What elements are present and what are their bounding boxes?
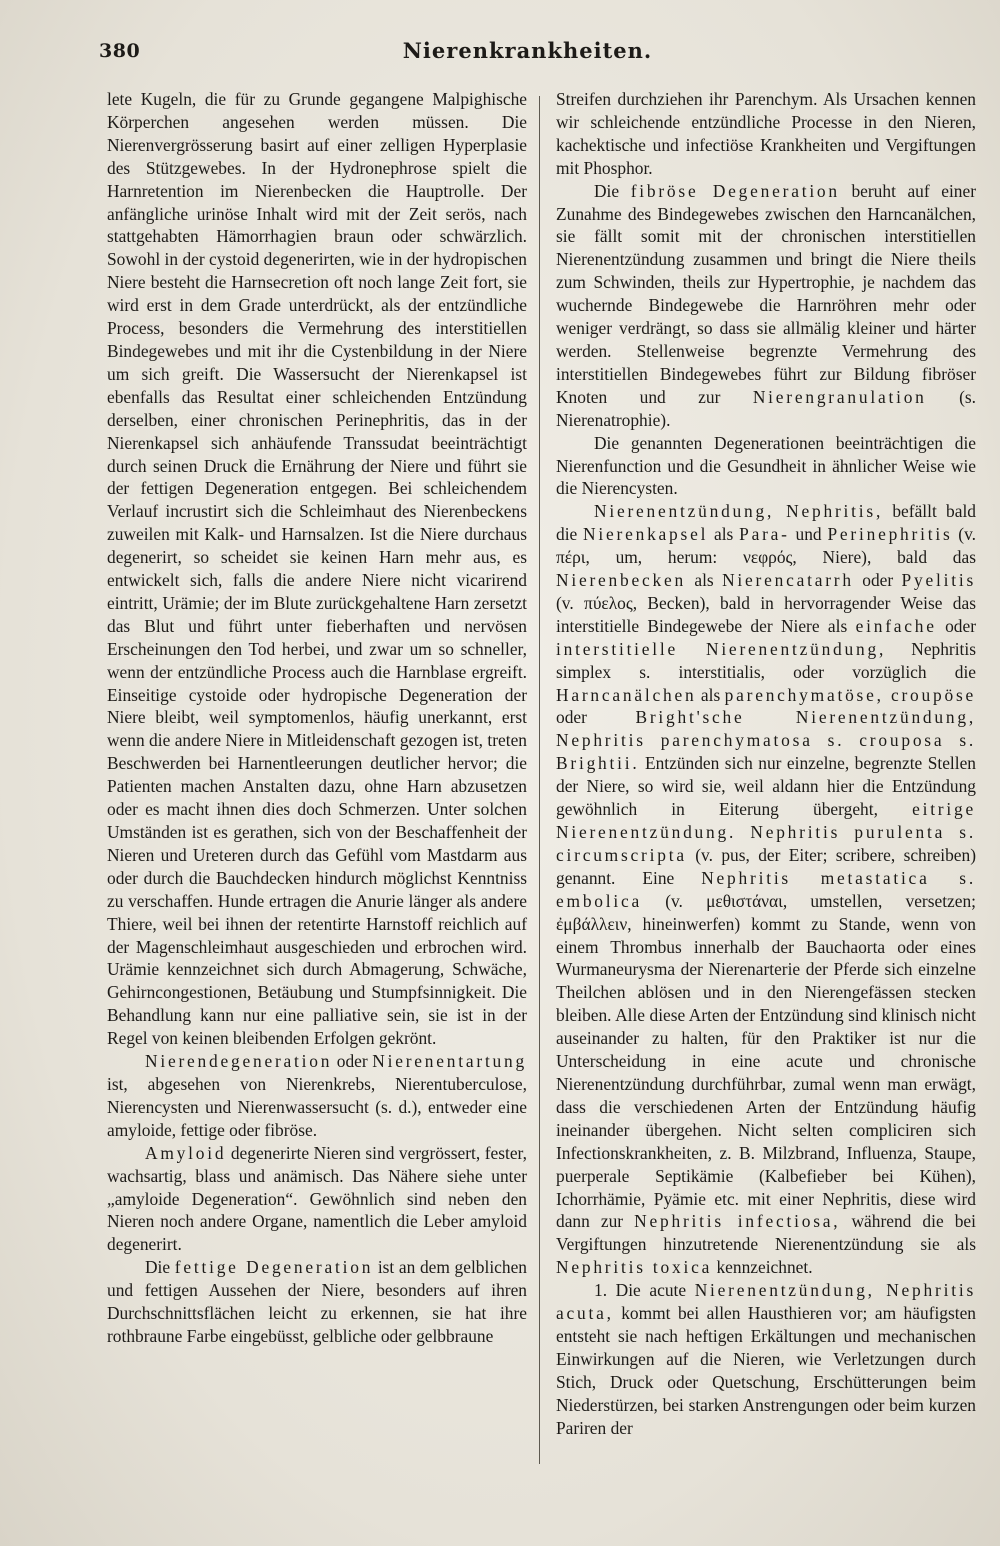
paragraph: Amyloid degenerirte Nieren sind vergrössert, fester, wachsartig, blass und anämisch. Das Nähere siehe unter „amyloide Degeneration“. Gewöhnlich sind neben den Nieren noch andere Organe, namentlich die Leber amyloid degenerirt. xyxy=(107,1142,527,1255)
spaced-term: fibröse Degeneration xyxy=(630,180,840,201)
spaced-term: Harncanälchen xyxy=(556,684,697,705)
right-column xyxy=(556,88,976,1439)
paragraph: lete Kugeln, die für zu Grunde gegangene Malpighische Körperchen angesehen werden müssen. Die Nierenvergrösserung basirt auf einer zelligen Hyperplasie des Stützgewebes. In der Hydronephrose spielt die Harnretention im Nierenbecken die Hauptrolle. Der anfängliche urinöse Inhalt wird mit der Zeit serös, nach stattgehabten Hämorrhagien braun oder schwärzlich. Sowohl in der cystoid degenerirten, wie in der hydropischen Niere besteht die Harnsecretion oft noch lange Zeit fort, sie wird erst in dem Grade unterdrückt, als der entzündliche Process, besonders die Vermehrung des interstitiellen Bindegewebes und mit ihr die Cystenbildung in der Niere um sich greift. Die Wassersucht der Nierenkapsel ist ebenfalls das Resultat einer schleichenden Entzündung derselben, einer chronischen Perinephritis, das in der Nierenkapsel sich anhäufende Transsudat beeinträchtigt durch seinen Druck die Ernährung der Niere und führt sie der fettigen Degeneration entgegen. Bei schleichendem Verlauf incrustirt sich die Schleimhaut des Nierenbeckens zuweilen mit Kalk- und Harnsalzen. Ist die Niere durchaus degenerirt, so scheidet sie keinen Harn mehr aus, es entwickelt sich, falls die andere Niere nicht vicarirend eintritt, Urämie; der im Blute zurückgehaltene Harn zersetzt das Blut und führt unter fieberhaften und nervösen Erscheinungen den Tod herbei, und zwar um so schneller, wenn der entzündliche Process auch die Harnblase ergreift. Einseitige cystoide oder hydropische Degeneration der Niere bleibt, weil symptomenlos, häufig unerkannt, erst wenn die andere Niere in Mitleidenschaft gezogen ist, treten Beschwerden bei Harnentleerungen deutlicher hervor; die Patienten machen Anstalten dazu, ohne Harn abzusetzen oder es macht ihnen dies doch Schmerzen. Unter solchen Umständen ist es gerathen, sich von der Beschaffenheit der Nieren und Ureteren durch das Gefühl vom Mastdarm aus oder durch die Bauchdecken hindurch möglichst Kenntniss zu verschaffen. Hunde ertragen die Anurie länger als andere Thiere, weil bei ihnen der retentirte Harnstoff reichlich auf der Magenschleimhaut ausgeschieden und erbrochen wird. Urämie kennzeichnet sich durch Abmagerung, Schwäche, Gehirncongestionen, Betäubung und Stumpfsinnigkeit. Die Behandlung kann nur eine palliative sein, sie ist in der Regel von keinen bleibenden Erfolgen gekrönt. xyxy=(107,89,527,1049)
spaced-term: Amyloid xyxy=(145,1142,227,1163)
spaced-term: Bright'sche Nierenentzündung, Nephritis parenchymatosa s. crouposa s. Brightii. xyxy=(556,707,976,774)
spaced-term: Nierenentzündung, Nephritis acuta, xyxy=(556,1280,976,1324)
column-divider xyxy=(539,96,540,1464)
spaced-term: Nierenbecken xyxy=(556,570,686,591)
spaced-term: fettige Degeneration xyxy=(174,1257,374,1278)
spaced-term: Pyelitis xyxy=(901,570,976,591)
paragraph: Nierenentzündung, Nephritis, befällt bald die Nierenkapsel als Para- und Perinephritis (v. πέρι, um, herum: νεφρός, Niere), bald das Nierenbecken als Nierencatarrh oder Pyelitis (v. πύελος, Becken), bald in hervorragender Weise das interstitielle Bindegewebe der Niere als einfache oder interstitielle Nierenentzündung, Nephritis simplex s. interstitialis, oder vorzüglich die Harncanälchen als parenchymatöse, croupöse oder Bright'sche Nierenentzündung, Nephritis parenchymatosa s. crouposa s. Brightii. Entzünden sich nur einzelne, begrenzte Stellen der Niere, so wird sie, weil aldann hier die Entzündung gewöhnlich in Eiterung übergeht, eitrige Nierenentzündung. Nephritis purulenta s. circumscripta (v. pus, der Eiter; scribere, schreiben) genannt. Eine Nephritis metastatica s. embolica (v. μεθιστάναι, umstellen, versetzen; ἐμβάλλειν, hineinwerfen) kommt zu Stande, wenn von einem Thrombus innerhalb der Bauchaorta oder eines Wurmaneurysma der Nierenarterie der Pferde sich einzelne Theilchen ablösen und in den Nierengefässen stecken bleiben. Alle diese Arten der Entzündung sind klinisch nicht auseinander zu halten, für den Praktiker ist nur die Unterscheidung in eine acute und chronische Nierenentzündung durchführbar, zumal wenn man erwägt, dass die verschiedenen Arten der Entzündung häufig ineinander übergehen. Nicht selten compliciren sich Infectionskrankheiten, z. B. Milzbrand, Influenza, Staupe, puerperale Septikämie (Kalbefieber bei Kühen), Ichorrhämie, Pyämie etc. mit einer Nephritis, diese wird dann zur Nephritis infectiosa, während die bei Vergiftungen hinzutretende Nierenentzündung sie als Nephritis toxica kennzeichnet. xyxy=(556,501,977,1278)
spaced-term: parenchymatöse, croupöse xyxy=(724,684,976,705)
paragraph: Die genannten Degenerationen beeinträchtigen die Nierenfunction und die Gesundheit in ähnlicher Weise wie die Nierencysten. xyxy=(556,432,976,499)
paragraph: 1. Die acute Nierenentzündung, Nephritis acuta, kommt bei allen Hausthieren vor; am häufigsten entsteht sie nach heftigen Erkältungen und mechanischen Einwirkungen auf die Nieren, wie Verletzungen durch Stich, Druck oder Quetschung, Erschütterungen beim Niederstürzen, bei starken Anstrengungen oder beim kurzen Pariren der xyxy=(556,1280,976,1438)
paragraph: Nierendegeneration oder Nierenentartung ist, abgesehen von Nierenkrebs, Nierentuberculose, Nierencysten und Nierenwassersucht (s. d.), entweder eine amyloide, fettige oder fibröse. xyxy=(107,1051,527,1140)
spaced-term: interstitielle Nierenentzündung, xyxy=(556,638,887,659)
left-column xyxy=(107,88,527,1348)
spaced-term: Nierenentzündung, Nephritis, xyxy=(594,501,884,522)
spaced-term: einfache xyxy=(855,615,937,636)
page-number: 380 xyxy=(99,40,141,62)
spaced-term: Nierengranulation xyxy=(752,386,927,407)
spaced-term: Nephritis metastatica s. embolica xyxy=(556,867,976,911)
spaced-term: Nierendegeneration xyxy=(145,1051,333,1072)
spaced-term: Nephritis toxica xyxy=(556,1257,713,1278)
running-head: Nierenkrankheiten. xyxy=(402,38,653,63)
paragraph: Die fibröse Degeneration beruht auf einer Zunahme des Bindegewebes zwischen den Harncanälchen, sie fällt somit mit der chronischen interstitiellen Nierenentzündung zusammen und bringt die Niere theils zum Schwinden, theils zur Hypertrophie, je nachdem das wuchernde Bindegewebe die Harnröhren mehr oder weniger verdrängt, so dass sie allmälig kleiner und härter werden. Stellenweise begrenzte Vermehrung des interstitiellen Bindegewebes führt zur Bildung fibröser Knoten und zur Nierengranulation (s. Nierenatrophie). xyxy=(556,180,977,430)
spaced-term: Para- xyxy=(739,524,790,545)
spaced-term: eitrige Nierenentzündung. Nephritis purulenta s. circumscripta xyxy=(556,799,976,865)
spaced-term: Nierencatarrh xyxy=(722,570,854,591)
spaced-term: Nierenkapsel xyxy=(583,524,709,545)
paragraph: Die fettige Degeneration ist an dem gelblichen und fettigen Aussehen der Niere, besonders auf ihren Durchschnittsflächen leicht zu erkennen, sie hat ihre rothbraune Farbe eingebüsst, gelbliche oder gelbbraune xyxy=(107,1257,527,1346)
spaced-term: Nephritis infectiosa, xyxy=(634,1211,841,1232)
paragraph: Streifen durchziehen ihr Parenchym. Als Ursachen kennen wir schleichende entzündliche Processe in den Nieren, kachektische und infectiöse Krankheiten und Vergiftungen mit Phosphor. xyxy=(556,89,976,178)
spaced-term: Perinephritis xyxy=(827,524,953,545)
spaced-term: Nierenentartung xyxy=(372,1051,527,1072)
